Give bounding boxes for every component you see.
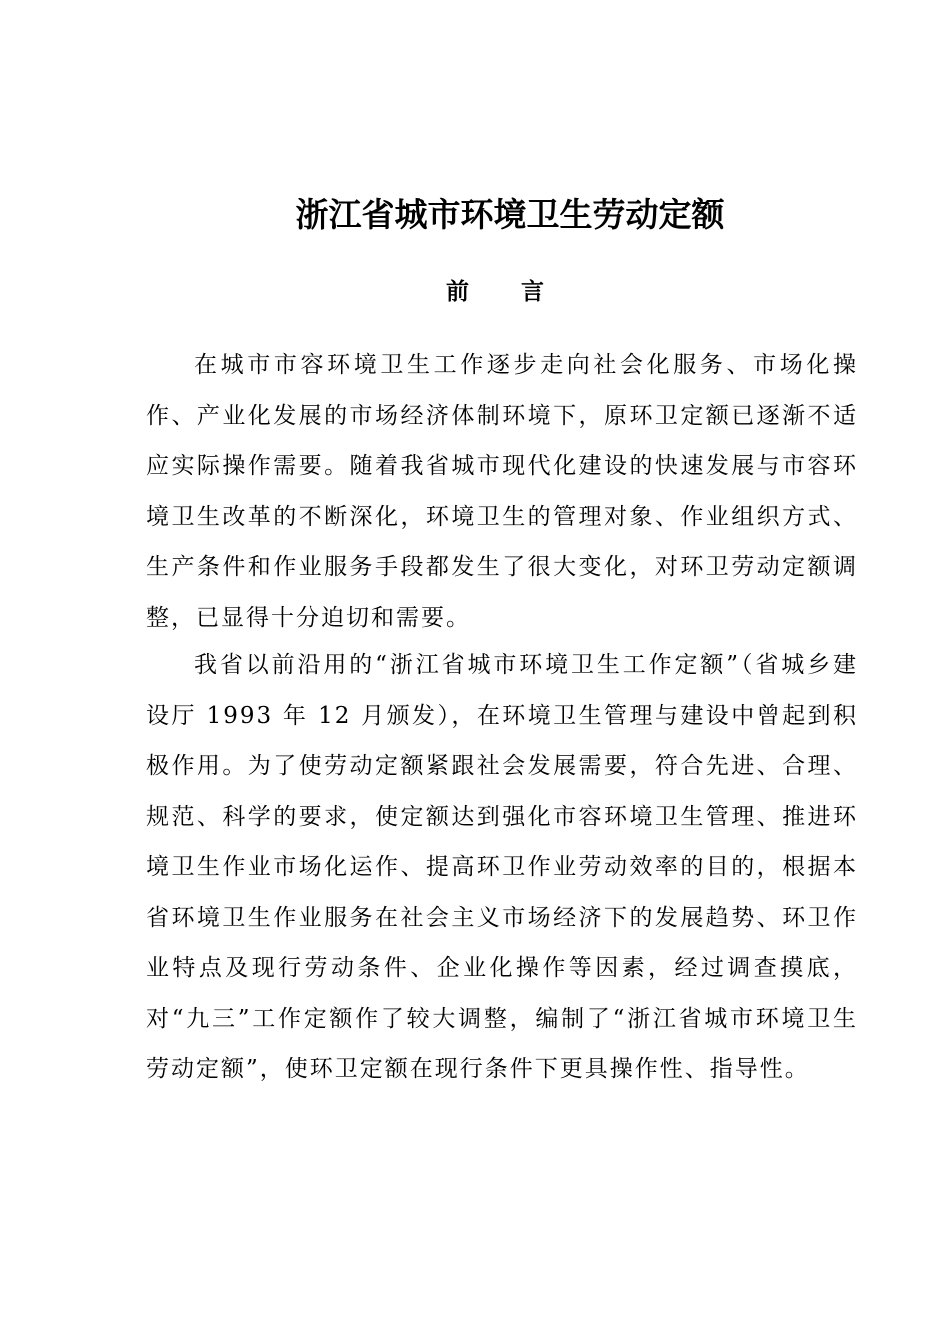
body-paragraph-2: 我省以前沿用的“浙江省城市环境卫生工作定额”（省城乡建设厅 1993 年 12 月颁发），在环境卫生管理与建设中曾起到积极作用。为了使劳动定额紧跟社会发展需要，符合先进、合理、规范、科学的要求，使定额达到强化市容环境卫生管理、推进环境卫生作业市场化运作、提高环卫作业劳动效率的目的，根据本省环境卫生作业服务在社会主义市场经济下的发展趋势、环卫作业特点及现行劳动条件、企业化操作等因素，经过调查摸底，对“九三”工作定额作了较大调整，编制了“浙江省城市环境卫生劳动定额”，使环卫定额在现行条件下更具操作性、指导性。 <box>146 652 858 1082</box>
body-paragraph-1: 在城市市容环境卫生工作逐步走向社会化服务、市场化操作、产业化发展的市场经济体制环境下，原环卫定额已逐渐不适应实际操作需要。随着我省城市现代化建设的快速发展与市容环境卫生改革的不断深化，环境卫生的管理对象、作业组织方式、生产条件和作业服务手段都发生了很大变化，对环卫劳动定额调整，已显得十分迫切和需要。 <box>146 352 858 631</box>
document-title: 浙江省城市环境卫生劳动定额 <box>295 195 725 234</box>
section-heading: 前言 <box>446 278 596 305</box>
